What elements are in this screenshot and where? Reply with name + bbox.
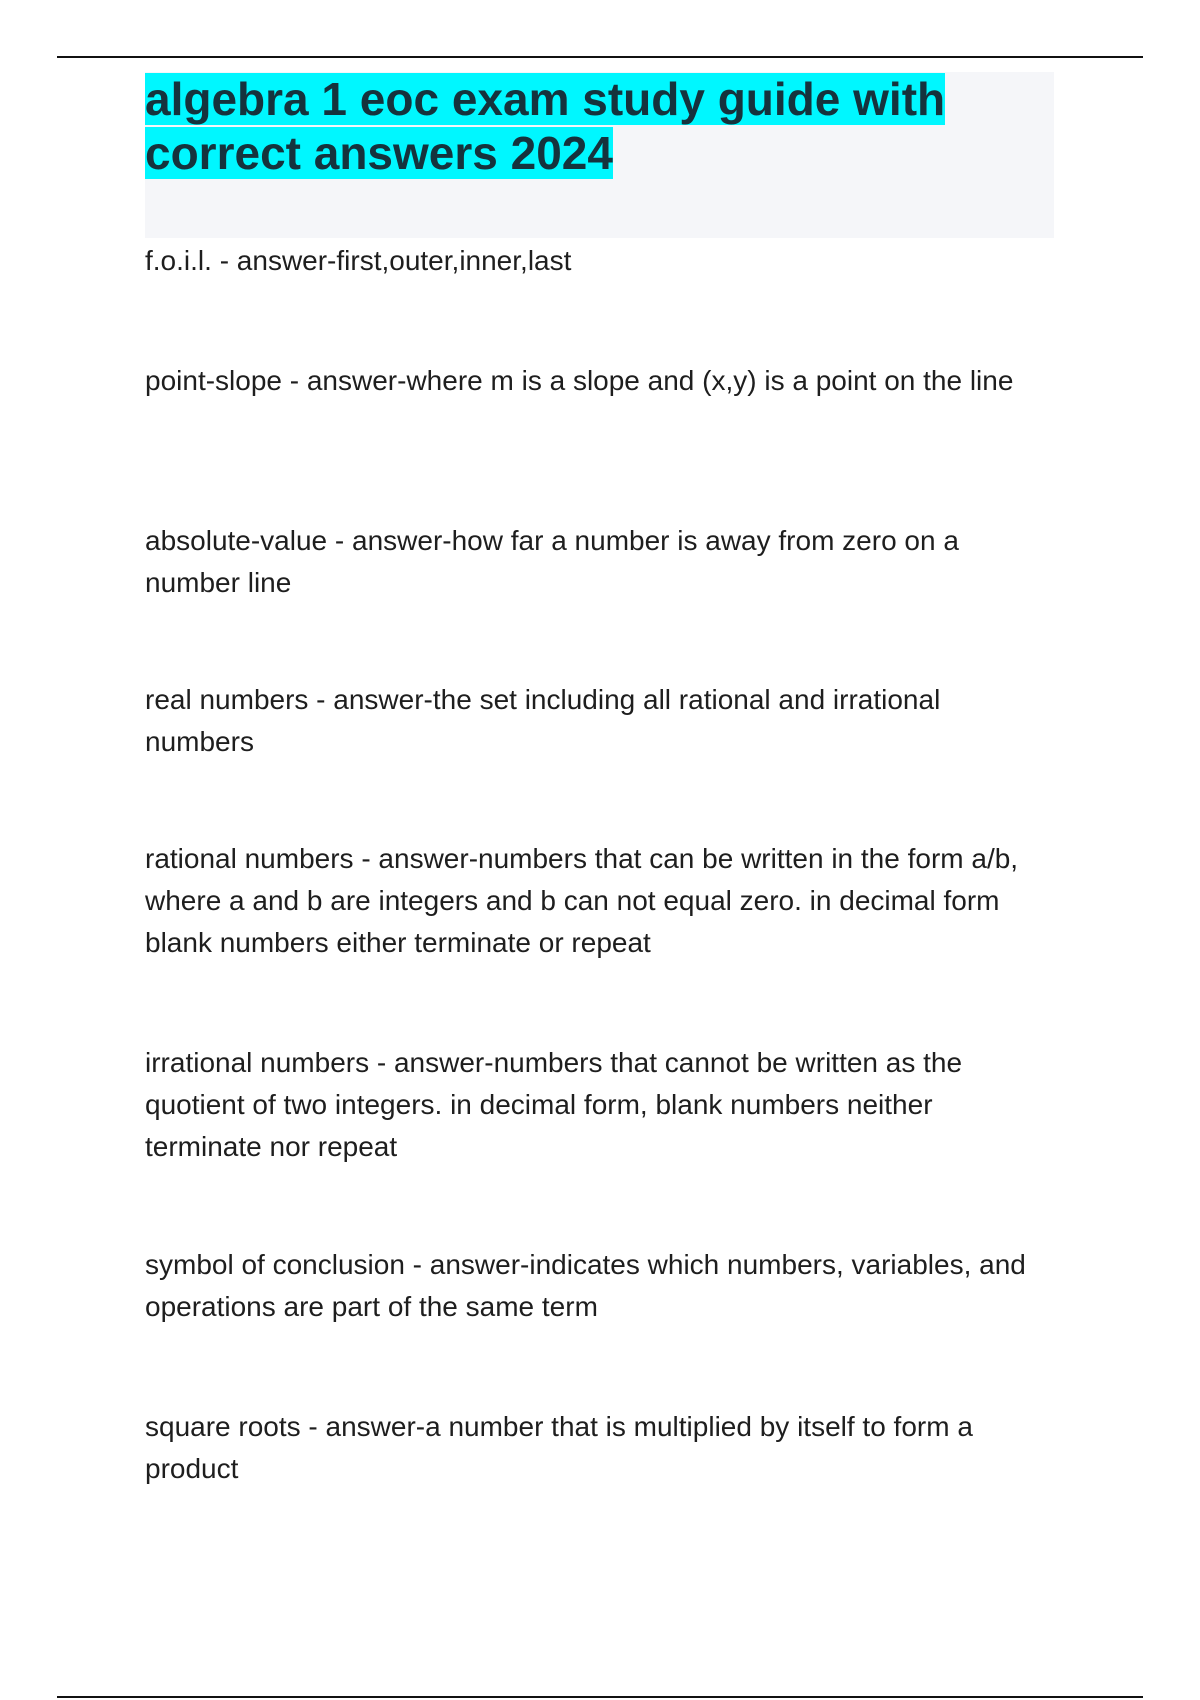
- page-title-text: algebra 1 eoc exam study guide with correct answers 2024: [145, 73, 946, 179]
- study-entry-rational-numbers: rational numbers - answer-numbers that can be written in the form a/b, where a and b are integers and b can not equal zero. in decimal form blank numbers either terminate or repeat: [145, 843, 1019, 958]
- page-title: [145, 72, 1054, 180]
- study-entry-irrational-numbers: irrational numbers - answer-numbers that cannot be written as the quotient of two integers. in decimal form, blank numbers neither terminate nor repeat: [145, 1047, 963, 1162]
- bottom-rule: [57, 1696, 1143, 1698]
- study-entry-foil: f.o.i.l. - answer-first,outer,inner,last: [145, 245, 572, 276]
- study-entry-absolute-value: absolute-value - answer-how far a number is away from zero on a number line: [145, 525, 959, 598]
- study-entry-point-slope: point-slope - answer-where m is a slope and (x,y) is a point on the line: [145, 365, 1014, 396]
- study-entry-real-numbers: real numbers - answer-the set including all rational and irrational numbers: [145, 684, 941, 757]
- study-entry-square-roots: square roots - answer-a number that is multiplied by itself to form a product: [145, 1411, 973, 1484]
- title-block: [145, 72, 1054, 238]
- study-entry-symbol-of-conclusion: symbol of conclusion - answer-indicates which numbers, variables, and operations are part of the same term: [145, 1249, 1026, 1322]
- top-rule: [57, 56, 1143, 58]
